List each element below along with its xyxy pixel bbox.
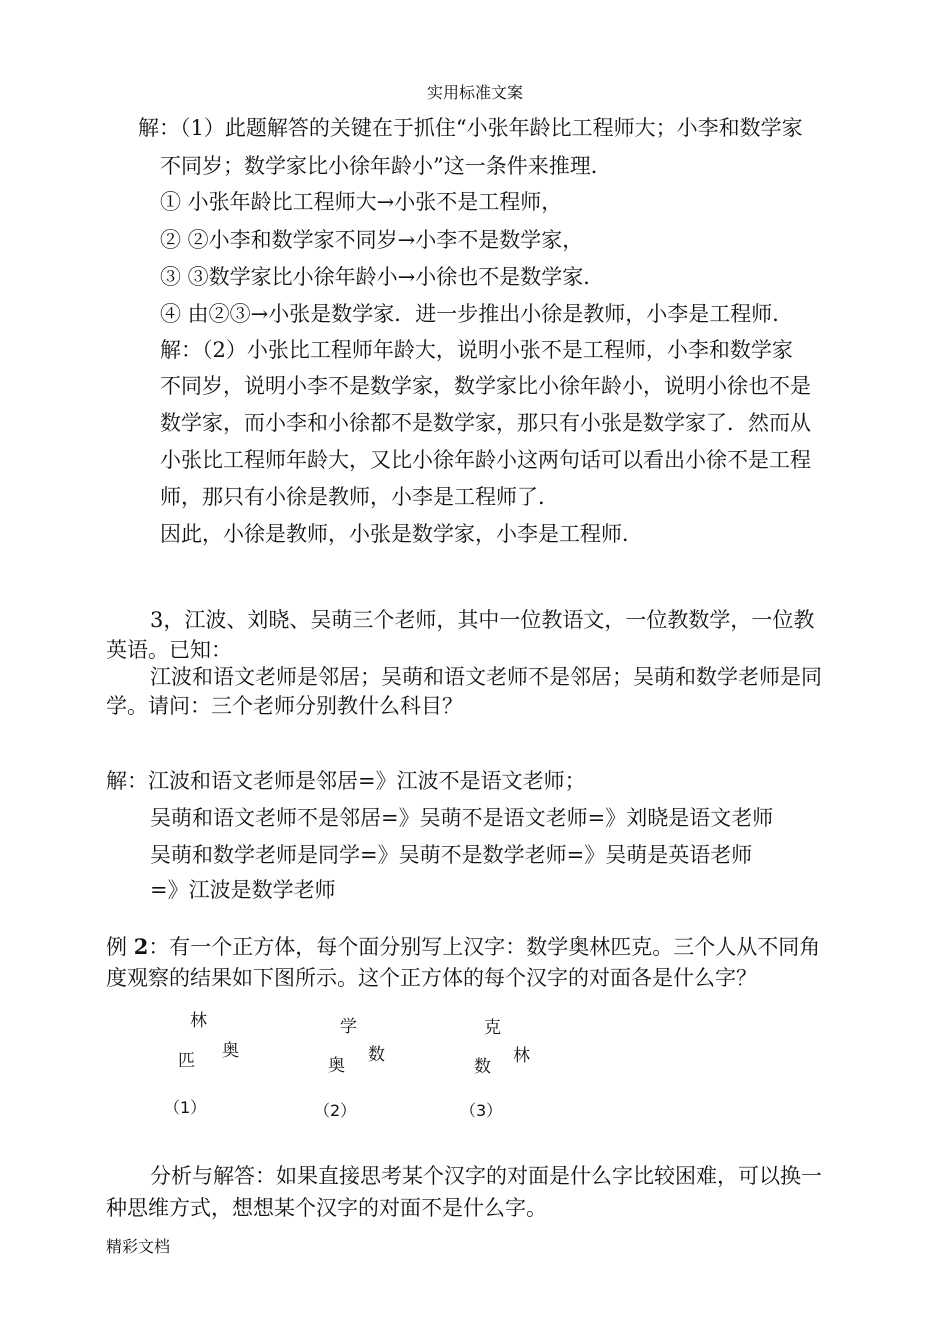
figure3-label: （3） [460,1101,503,1120]
analysis-line-1: 分析与解答：如果直接思考某个汉字的对面是什么字比较困难，可以换一 [150,1164,822,1188]
problem3-line-2: 英语。已知： [106,638,232,662]
figure1-left-char: 匹 [178,1051,195,1071]
answer3-line-1: 解：江波和语文老师是邻居=》江波不是语文老师； [106,769,586,793]
figure2-label: （2） [314,1101,357,1120]
solution1-step-3: ③ ③数学家比小徐年龄小→小徐也不是数学家． [160,265,605,289]
solution1-step-4: ④ 由②③→小张是数学家．进一步推出小徐是教师，小李是工程师． [160,302,794,326]
figure3-right-char: 林 [513,1046,530,1066]
solution2-line-3: 数学家，而小李和小徐都不是数学家，那只有小张是数学家了．然而从 [160,411,811,435]
solution2-line-2: 不同岁，说明小李不是数学家，数学家比小徐年龄小，说明小徐也不是 [160,374,811,398]
answer3-line-4: =》江波是数学老师 [150,878,336,902]
example2-prefix: 例 [106,935,134,959]
solution1-line-2: 不同岁；数学家比小徐年龄小”这一条件来推理． [160,154,612,178]
figure1-top-char: 林 [190,1011,207,1031]
solution2-line-4: 小张比工程师年龄大，又比小徐年龄小这两句话可以看出小徐不是工程 [160,448,811,472]
page-footer: 精彩文档 [106,1237,171,1256]
figure1-right-char: 奥 [222,1041,239,1061]
analysis-line-2: 种思维方式，想想某个汉字的对面不是什么字。 [106,1196,547,1220]
figure3-top-char: 克 [484,1018,501,1038]
example2-line-1-text: ：有一个正方体，每个面分别写上汉字：数学奥林匹克。三个人从不同角 [148,935,821,959]
figure2-top-char: 学 [340,1017,357,1037]
example2-number: 2 [133,934,149,959]
figure3-left-char: 数 [474,1057,491,1077]
problem3-line-3: 江波和语文老师是邻居；吴萌和语文老师不是邻居；吴萌和数学老师是同 [150,665,822,689]
example2-line-1 [106,931,820,961]
solution1-step-1: ① 小张年龄比工程师大→小张不是工程师， [160,190,563,214]
figure1-label: （1） [164,1098,207,1117]
problem3-line-1: 3，江波、刘晓、吴萌三个老师，其中一位教语文，一位教数学，一位教 [150,608,815,632]
page-header: 实用标准文案 [426,83,523,102]
figure2-right-char: 数 [368,1045,385,1065]
solution2-line-5: 师，那只有小徐是教师，小李是工程师了． [160,485,559,509]
answer3-line-2: 吴萌和语文老师不是邻居=》吴萌不是语文老师=》刘晓是语文老师 [150,806,774,830]
solution1-step-2: ② ②小李和数学家不同岁→小李不是数学家， [160,228,584,252]
figure2-left-char: 奥 [328,1056,345,1076]
solution2-conclusion: 因此，小徐是教师，小张是数学家，小李是工程师． [160,522,643,546]
solution1-line-1: 解：（1）此题解答的关键在于抓住“小张年龄比工程师大；小李和数学家 [138,116,803,140]
answer3-line-3: 吴萌和数学老师是同学=》吴萌不是数学老师=》吴萌是英语老师 [150,843,753,867]
solution2-line-1: 解：（2）小张比工程师年龄大，说明小张不是工程师，小李和数学家 [160,338,793,362]
problem3-line-4: 学。请问：三个老师分别教什么科目？ [106,694,463,718]
example2-line-2: 度观察的结果如下图所示。这个正方体的每个汉字的对面各是什么字？ [106,966,757,990]
